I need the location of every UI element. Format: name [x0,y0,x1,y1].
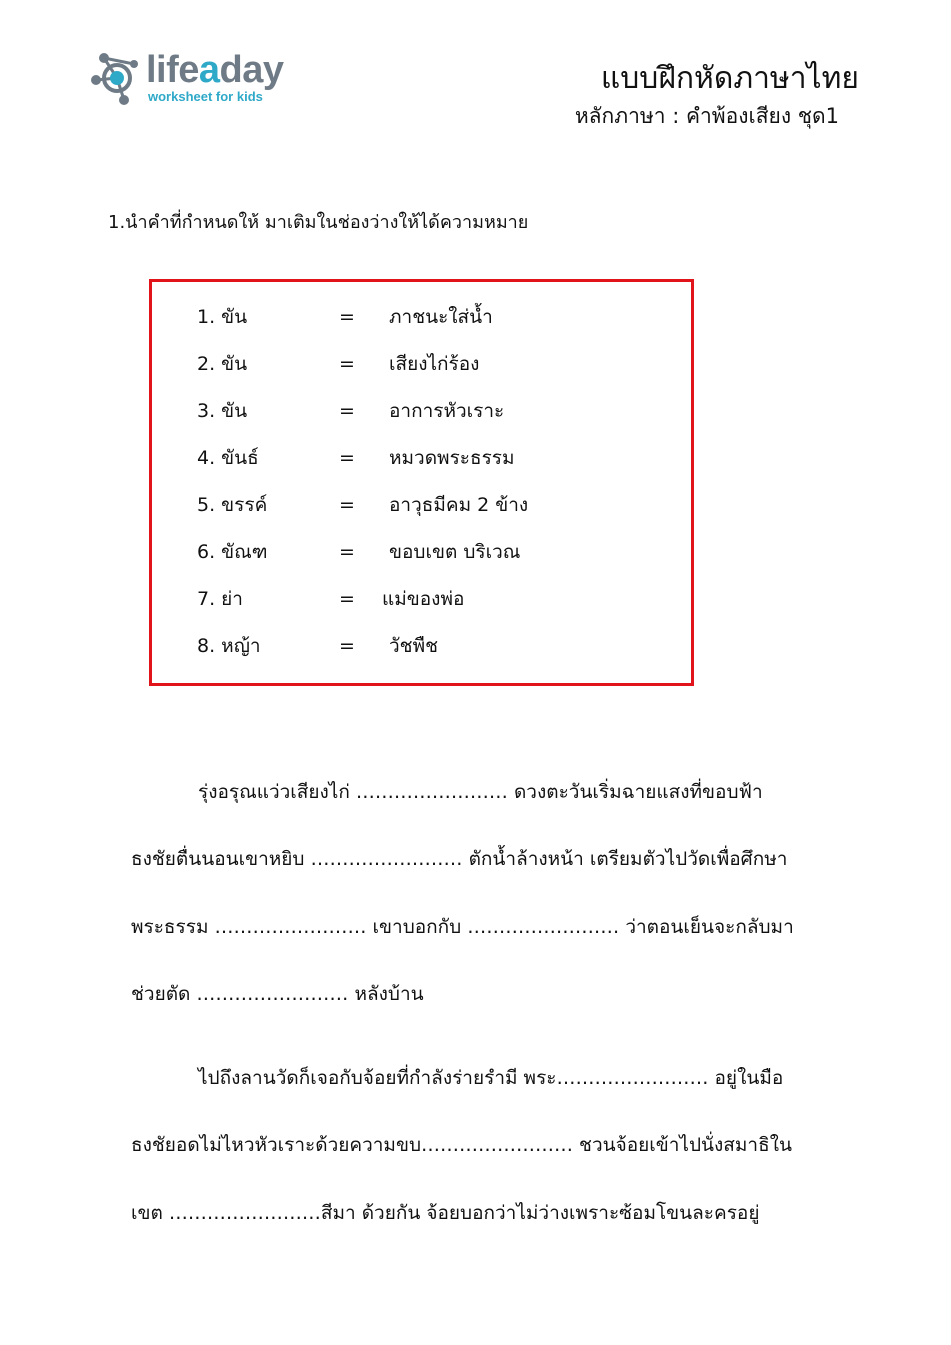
vocab-word: 6. ขัณฑ [197,541,268,563]
vocab-row [152,349,691,379]
exercise-instruction: 1.นำคำที่กำหนดให้ มาเติมในช่องว่างให้ได้ความหมาย [108,212,529,233]
equals-sign: = [339,588,355,610]
vocab-meaning: แม่ของพ่อ [382,588,465,610]
paragraph-1-line-1: รุ่งอรุณแว่วเสียงไก่ …………………… ดวงตะวันเริ่มฉายแสงที่ขอบฟ้า [198,781,763,803]
logo-wordmark-part2: day [219,49,284,91]
vocab-meaning: อาวุธมีคม 2 ข้าง [389,494,529,516]
vocab-row [152,537,691,567]
logo-wordmark-part1: life [146,49,199,91]
vocab-row [152,631,691,661]
vocab-row [152,584,691,614]
vocab-word: 4. ขันธ์ [197,447,259,469]
logo-wordmark [146,50,284,90]
vocab-word: 1. ขัน [197,306,248,328]
vocab-word: 5. ขรรค์ [197,494,268,516]
vocab-meaning: อาการหัวเราะ [389,400,505,422]
equals-sign: = [339,306,355,328]
vocab-row [152,443,691,473]
paragraph-2-line-1: ไปถึงลานวัดก็เจอกับจ้อยที่กำลังร่ายรำมี พระ…………………… อยู่ในมือ [198,1067,784,1089]
vocab-word: 8. หญ้า [197,635,261,657]
equals-sign: = [339,541,355,563]
vocab-row [152,490,691,520]
vocab-word: 3. ขัน [197,400,248,422]
vocab-word: 2. ขัน [197,353,248,375]
equals-sign: = [339,447,355,469]
molecule-logo-icon [90,50,142,106]
lifeaday-logo [90,48,300,108]
vocab-row [152,396,691,426]
logo-wordmark-accent: a [198,49,220,91]
equals-sign: = [339,635,355,657]
vocab-meaning: ขอบเขต บริเวณ [389,541,521,563]
vocab-word: 7. ย่า [197,588,243,610]
paragraph-1-line-3: พระธรรม …………………… เขาบอกกับ …………………… ว่าตอนเย็นจะกลับมา [131,916,794,938]
page-subtitle: หลักภาษา : คำพ้องเสียง ชุด1 [574,104,839,128]
paragraph-2-line-3: เขต ……………………สีมา ด้วยกัน จ้อยบอกว่าไม่ว่างเพราะซ้อมโขนละครอยู่ [131,1202,760,1224]
paragraph-2-line-2: ธงชัยอดไม่ไหวหัวเราะด้วยความขบ…………………… ชวนจ้อยเข้าไปนั่งสมาธิใน [131,1134,792,1156]
vocabulary-box [149,279,694,686]
logo-tagline: worksheet for kids [148,89,263,104]
paragraph-1-line-4: ช่วยตัด …………………… หลังบ้าน [131,983,424,1005]
vocab-meaning: หมวดพระธรรม [389,447,515,469]
vocab-row [152,302,691,332]
equals-sign: = [339,494,355,516]
paragraph-1-line-2: ธงชัยตื่นนอนเขาหยิบ …………………… ตักน้ำล้างหน้า เตรียมตัวไปวัดเพื่อศึกษา [131,848,788,870]
vocab-meaning: ภาชนะใส่น้ำ [389,306,493,328]
vocab-meaning: เสียงไก่ร้อง [389,353,480,375]
equals-sign: = [339,400,355,422]
page-title: แบบฝึกหัดภาษาไทย [600,61,859,96]
vocab-meaning: วัชพืช [389,635,438,657]
equals-sign: = [339,353,355,375]
